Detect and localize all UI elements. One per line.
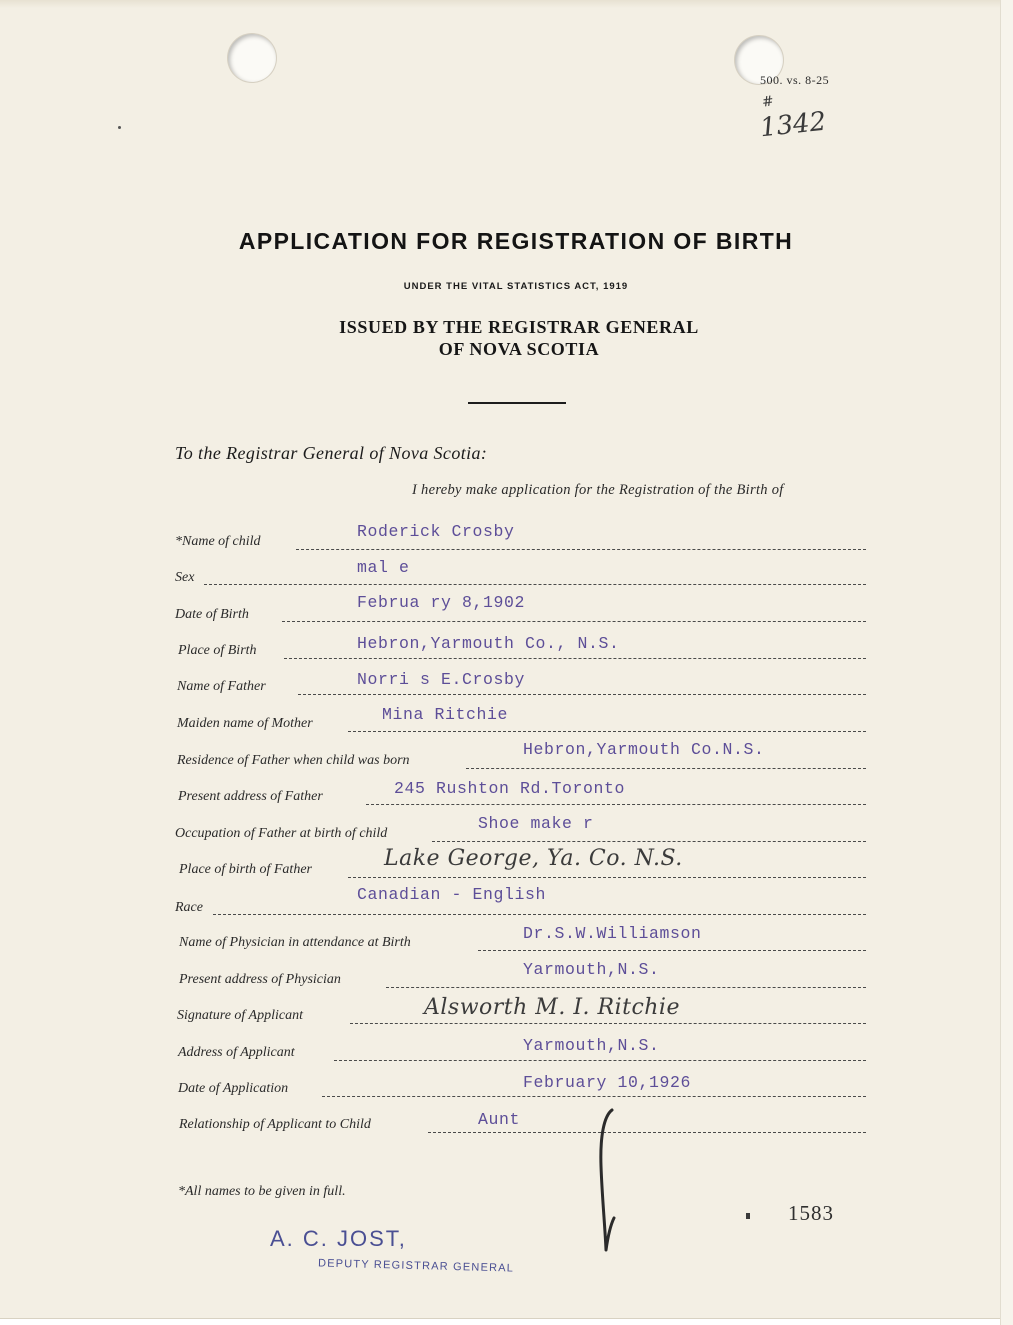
handwritten-check-mark <box>590 1106 630 1256</box>
field-value-present-address-of-father: 245 Rushton Rd.Toronto <box>394 779 626 798</box>
field-label-residence-of-father: Residence of Father when child was born <box>177 753 410 768</box>
field-line-present-address-of-father <box>366 804 866 805</box>
register-mark-handwritten: # <box>760 93 775 111</box>
field-value-date-of-application: February 10,1926 <box>523 1073 692 1092</box>
page-top-edge <box>0 0 1001 8</box>
field-label-name-of-physician: Name of Physician in attendance at Birth <box>179 935 411 950</box>
paper-speck <box>118 126 121 129</box>
field-label-place-of-birth-of-father: Place of birth of Father <box>179 862 312 877</box>
file-number: 1583 <box>788 1201 834 1225</box>
field-value-present-address-of-physician: Yarmouth,N.S. <box>523 960 660 979</box>
field-label-relationship: Relationship of Applicant to Child <box>179 1117 371 1132</box>
field-value-address-of-applicant: Yarmouth,N.S. <box>523 1036 660 1055</box>
field-line-race <box>213 914 866 915</box>
field-label-sex: Sex <box>175 570 195 585</box>
field-label-date-of-birth: Date of Birth <box>175 607 249 622</box>
punch-hole-left <box>228 34 276 82</box>
field-line-address-of-applicant <box>334 1060 866 1061</box>
file-number-mark <box>746 1213 750 1219</box>
field-line-date-of-birth <box>282 621 866 622</box>
field-value-relationship: Aunt <box>478 1110 521 1129</box>
form-number: 500. vs. 8-25 <box>760 73 830 87</box>
salutation: To the Registrar General of Nova Scotia: <box>175 443 488 463</box>
field-line-name-of-child <box>296 549 866 550</box>
field-line-present-address-of-physician <box>386 987 866 988</box>
stamp-registrar-title: DEPUTY REGISTRAR GENERAL <box>317 1257 515 1275</box>
field-line-place-of-birth-of-father <box>348 877 866 878</box>
field-line-name-of-physician <box>478 950 866 951</box>
field-value-residence-of-father: Hebron,Yarmouth Co.N.S. <box>523 740 765 759</box>
field-label-address-of-applicant: Address of Applicant <box>178 1045 295 1060</box>
field-value-signature-of-applicant: Alsworth M. I. Ritchie <box>424 995 680 1020</box>
field-value-name-of-child: Roderick Crosby <box>357 522 515 541</box>
stamp-registrar-name: A. C. JOST, <box>270 1226 407 1251</box>
field-line-date-of-application <box>322 1096 866 1097</box>
field-line-place-of-birth <box>284 658 866 659</box>
field-value-maiden-name-of-mother: Mina Ritchie <box>382 705 509 724</box>
field-line-relationship <box>428 1132 866 1133</box>
footnote: *All names to be given in full. <box>178 1184 346 1199</box>
intro-text: I hereby make application for the Registration of the Birth of <box>412 482 784 498</box>
field-value-date-of-birth: Februa ry 8,1902 <box>357 593 526 612</box>
field-value-sex: mal e <box>357 558 410 577</box>
title-divider <box>468 402 566 404</box>
field-value-name-of-father: Norri s E.Crosby <box>357 670 526 689</box>
field-value-name-of-physician: Dr.S.W.Williamson <box>523 924 702 943</box>
field-value-place-of-birth-of-father: Lake George, Ya. Co. N.S. <box>384 846 683 871</box>
field-line-name-of-father <box>298 694 866 695</box>
field-value-occupation-of-father: Shoe make r <box>478 814 594 833</box>
field-line-signature-of-applicant <box>350 1023 866 1024</box>
document-title: APPLICATION FOR REGISTRATION OF BIRTH <box>238 228 794 254</box>
field-label-race: Race <box>175 900 203 915</box>
register-number-handwritten: 1342 <box>758 106 828 144</box>
field-line-occupation-of-father <box>432 841 866 842</box>
field-label-signature-of-applicant: Signature of Applicant <box>177 1008 303 1023</box>
issued-by <box>0 316 1013 360</box>
field-label-date-of-application: Date of Application <box>178 1081 289 1096</box>
page-right-edge <box>1000 0 1013 1325</box>
field-label-place-of-birth: Place of Birth <box>178 643 257 658</box>
field-label-name-of-father: Name of Father <box>177 679 266 694</box>
field-label-name-of-child: *Name of child <box>175 534 261 549</box>
document-subtitle: UNDER THE VITAL STATISTICS ACT, 1919 <box>403 281 629 292</box>
field-label-present-address-of-father: Present address of Father <box>178 789 323 804</box>
field-line-sex <box>204 584 866 585</box>
issued-line-1: ISSUED BY THE REGISTRAR GENERAL <box>339 317 699 337</box>
field-line-residence-of-father <box>466 768 866 769</box>
field-label-present-address-of-physician: Present address of Physician <box>179 972 341 987</box>
field-label-maiden-name-of-mother: Maiden name of Mother <box>177 716 313 731</box>
field-line-maiden-name-of-mother <box>348 731 866 732</box>
field-value-place-of-birth: Hebron,Yarmouth Co., N.S. <box>357 634 620 653</box>
issued-line-2: OF NOVA SCOTIA <box>438 339 600 359</box>
field-label-occupation-of-father: Occupation of Father at birth of child <box>175 826 388 841</box>
field-value-race: Canadian - English <box>357 885 547 904</box>
